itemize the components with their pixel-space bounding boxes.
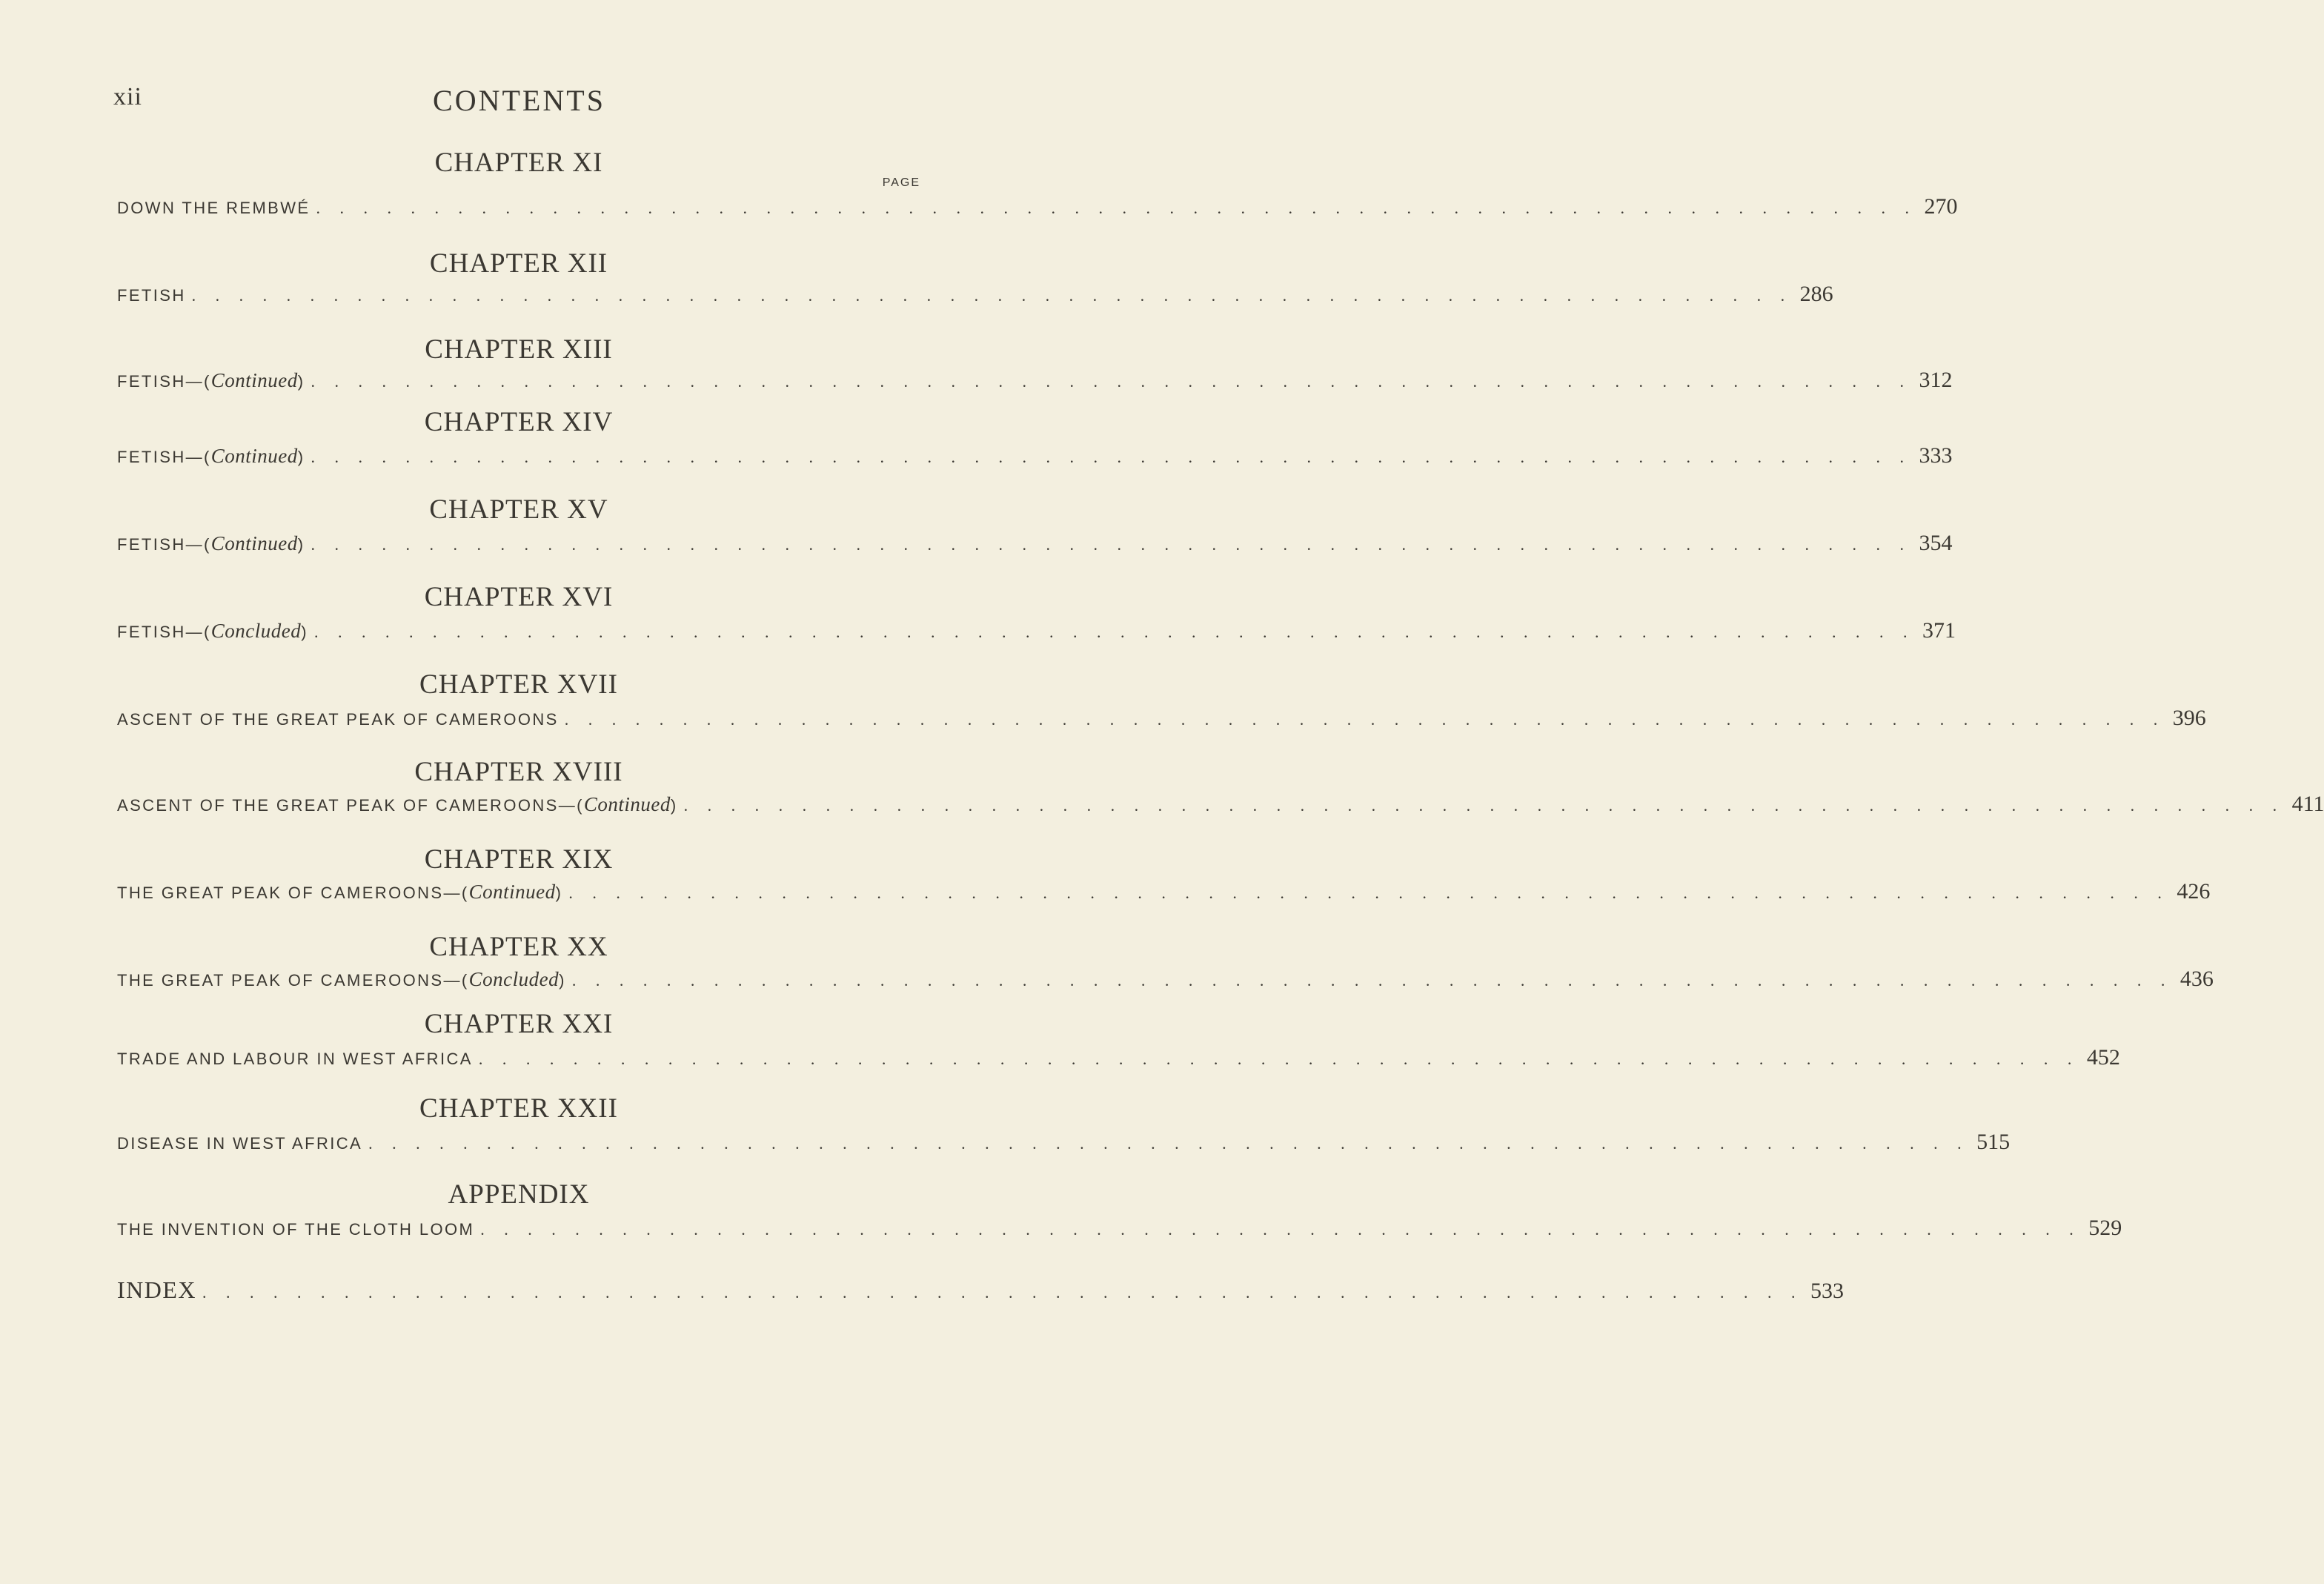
chapter-heading: CHAPTER XI	[434, 148, 603, 178]
entry-title: INDEX	[117, 1276, 197, 1303]
dot-leader: . . . . . . . . . . . . . . . . . . . . . . . . . . . . . . . . . . . . . . . . . . . . . . . . . . . . . . . . . . . . . . . . . . . .	[316, 199, 1917, 217]
running-title: CONTENTS	[433, 84, 605, 117]
dot-leader: . . . . . . . . . . . . . . . . . . . . . . . . . . . . . . . . . . . . . . . . . . . . . . . . . . . . . . . . . . . . . . . . . . . .	[480, 1220, 2082, 1239]
entry-title: FETISH	[117, 286, 186, 305]
table-of-contents	[117, 0, 2324, 1584]
entry-page-number: 436	[2179, 967, 2214, 991]
entry-title: FETISH—(Concluded)	[117, 620, 308, 642]
toc-entry	[117, 967, 2214, 998]
entry-page-number: 396	[2172, 706, 2206, 730]
toc-entry	[117, 1045, 2120, 1076]
toc-entry	[117, 706, 2206, 737]
chapter-heading: CHAPTER XII	[429, 248, 608, 279]
entry-page-number: 411	[2291, 792, 2324, 816]
toc-entry-index	[117, 1276, 1845, 1308]
toc-entry	[117, 282, 1833, 313]
chapter-heading: CHAPTER XV	[429, 494, 608, 525]
dot-leader: . . . . . . . . . . . . . . . . . . . . . . . . . . . . . . . . . . . . . . . . . . . . . . . . . . . . . . . . . . . . . . . . . . . .	[311, 448, 1912, 466]
toc-entry	[117, 531, 1953, 562]
toc-entry	[117, 368, 1953, 399]
dot-leader: . . . . . . . . . . . . . . . . . . . . . . . . . . . . . . . . . . . . . . . . . . . . . . . . . . . . . . . . . . . . . . . . . . . .	[571, 971, 2173, 990]
entry-title: DISEASE IN WEST AFRICA	[117, 1134, 363, 1153]
dot-leader: . . . . . . . . . . . . . . . . . . . . . . . . . . . . . . . . . . . . . . . . . . . . . . . . . . . . . . . . . . . . . . . . . . . .	[202, 1283, 1804, 1302]
entry-title: FETISH—(Continued)	[117, 532, 305, 554]
entry-page-number: 371	[1922, 618, 1956, 643]
entry-page-number: 354	[1919, 531, 1953, 555]
toc-entry	[117, 194, 1958, 225]
dot-leader: . . . . . . . . . . . . . . . . . . . . . . . . . . . . . . . . . . . . . . . . . . . . . . . . . . . . . . . . . . . . . . . . . . . .	[313, 623, 1915, 641]
appendix-heading: APPENDIX	[448, 1179, 590, 1210]
chapter-heading: CHAPTER XVI	[424, 582, 614, 612]
chapter-heading: CHAPTER XIX	[424, 844, 614, 875]
entry-title: THE GREAT PEAK OF CAMEROONS—(Concluded)	[117, 968, 566, 990]
entry-title: FETISH—(Continued)	[117, 445, 305, 467]
entry-page-number: 515	[1976, 1130, 2011, 1154]
entry-title: TRADE AND LABOUR IN WEST AFRICA	[117, 1050, 473, 1068]
dot-leader: . . . . . . . . . . . . . . . . . . . . . . . . . . . . . . . . . . . . . . . . . . . . . . . . . . . . . . . . . . . . . . . . . . . .	[683, 796, 2285, 815]
toc-entry	[117, 443, 1953, 474]
chapter-heading: CHAPTER XXI	[424, 1009, 614, 1039]
entry-page-number: 452	[2086, 1045, 2120, 1070]
dot-leader: . . . . . . . . . . . . . . . . . . . . . . . . . . . . . . . . . . . . . . . . . . . . . . . . . . . . . . . . . . . . . . . . . . . .	[368, 1134, 1970, 1153]
entry-title: ASCENT OF THE GREAT PEAK OF CAMEROONS—(Continued)	[117, 793, 678, 815]
toc-entry	[117, 879, 2211, 910]
entry-title: FETISH—(Continued)	[117, 369, 305, 391]
toc-entry	[117, 618, 1956, 649]
dot-leader: . . . . . . . . . . . . . . . . . . . . . . . . . . . . . . . . . . . . . . . . . . . . . . . . . . . . . . . . . . . . . . . . . . . .	[564, 710, 2165, 729]
entry-page-number: 312	[1919, 368, 1953, 392]
dot-leader: . . . . . . . . . . . . . . . . . . . . . . . . . . . . . . . . . . . . . . . . . . . . . . . . . . . . . . . . . . . . . . . . . . . .	[191, 286, 1793, 305]
chapter-heading: CHAPTER XXII	[419, 1093, 618, 1124]
chapter-heading: CHAPTER XX	[429, 932, 608, 962]
entry-page-number: 270	[1924, 194, 1958, 219]
chapter-heading: CHAPTER XIII	[425, 334, 613, 365]
dot-leader: . . . . . . . . . . . . . . . . . . . . . . . . . . . . . . . . . . . . . . . . . . . . . . . . . . . . . . . . . . . . . . . . . . . .	[311, 372, 1912, 391]
entry-page-number: 333	[1919, 443, 1953, 468]
entry-page-number: 286	[1799, 282, 1833, 306]
entry-page-number: 529	[2088, 1216, 2122, 1240]
entry-title: THE INVENTION OF THE CLOTH LOOM	[117, 1220, 475, 1239]
entry-title: DOWN THE REMBWÉ	[117, 199, 311, 217]
dot-leader: . . . . . . . . . . . . . . . . . . . . . . . . . . . . . . . . . . . . . . . . . . . . . . . . . . . . . . . . . . . . . . . . . . . .	[478, 1050, 2079, 1068]
entry-page-number: 426	[2177, 879, 2211, 904]
toc-entry	[117, 1216, 2122, 1247]
toc-entry	[117, 792, 2324, 823]
entry-title: ASCENT OF THE GREAT PEAK OF CAMEROONS	[117, 710, 559, 729]
chapter-heading: CHAPTER XVIII	[414, 757, 623, 787]
page-column-label: PAGE	[882, 176, 920, 189]
toc-entry	[117, 1130, 2011, 1161]
page-number: xii	[113, 83, 142, 110]
dot-leader: . . . . . . . . . . . . . . . . . . . . . . . . . . . . . . . . . . . . . . . . . . . . . . . . . . . . . . . . . . . . . . . . . . . .	[311, 535, 1912, 554]
entry-title: THE GREAT PEAK OF CAMEROONS—(Continued)	[117, 881, 563, 903]
dot-leader: . . . . . . . . . . . . . . . . . . . . . . . . . . . . . . . . . . . . . . . . . . . . . . . . . . . . . . . . . . . . . . . . . . . .	[568, 884, 2170, 902]
chapter-heading: CHAPTER XVII	[419, 669, 618, 700]
entry-page-number: 533	[1810, 1279, 1845, 1303]
chapter-heading: CHAPTER XIV	[424, 407, 614, 437]
